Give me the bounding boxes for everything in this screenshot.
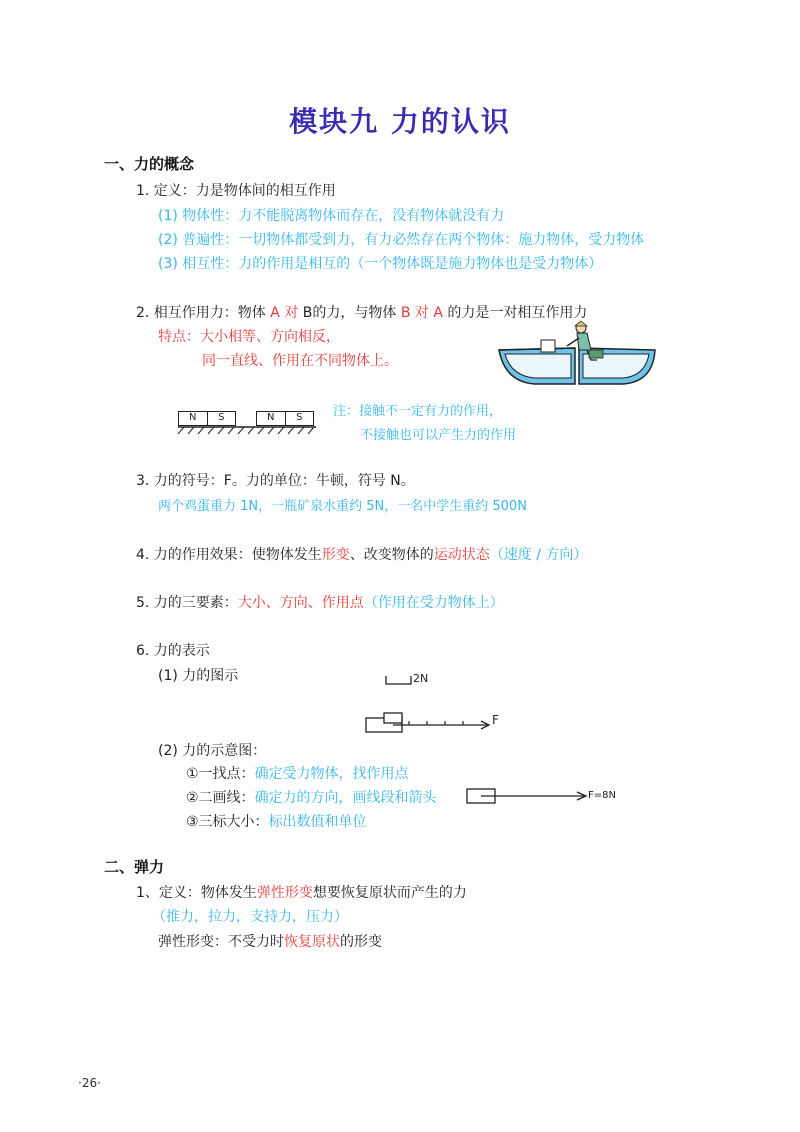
step-3: [186, 811, 367, 831]
scale-label: 2N: [413, 672, 429, 685]
page-number: ·26·: [78, 1076, 101, 1090]
force-diagram-scaled: [365, 712, 495, 734]
elastic-def-a: 1、定义：物体发生: [136, 885, 257, 901]
mutual-dui-2: 对: [414, 305, 429, 321]
note-line-2: 不接触也可以产生力的作用: [360, 428, 517, 443]
note-line-1: 注：接触不一定有力的作用，: [333, 404, 503, 419]
force-effect-line: [136, 544, 587, 564]
elastic-def-c: 想要恢复原状而产生的力: [312, 885, 467, 901]
mutual-text-c: 的力，与物体: [312, 305, 397, 321]
magnet-left-s-pole: S: [218, 412, 225, 423]
magnet-right: [256, 411, 314, 426]
elastic-text-c: 的形变: [340, 934, 382, 950]
elastic-definition: [136, 882, 467, 902]
property-universal: (2) 普遍性：一切物体都受到力，有力必然存在两个物体：施力物体，受力物体: [158, 232, 645, 248]
effect-text-a: 4. 力的作用效果：使物体发生: [136, 547, 322, 563]
mutual-object-b1: B: [302, 305, 313, 321]
scale-mark: [385, 674, 413, 686]
mutual-object-b2: B: [400, 305, 411, 321]
definition-line: 1. 定义：力是物体间的相互作用: [136, 183, 336, 199]
magnet-right-s-pole: S: [296, 412, 303, 423]
mutual-object-a1: A: [270, 305, 280, 321]
mutual-text-e: 的力是一对相互作用力: [447, 305, 588, 321]
effect-speed-direction: （速度 / 方向）: [489, 547, 588, 563]
step-2: [186, 787, 437, 807]
schematic-heading: (2) 力的示意图：: [158, 743, 267, 759]
mutual-dui-1: 对: [284, 305, 299, 321]
three-elements-note: （作用在受力物体上）: [363, 595, 504, 611]
step-1-label: ①一找点：: [186, 766, 255, 782]
section-heading-force-concept: 一、力的概念: [104, 155, 195, 173]
step-1: [186, 763, 409, 783]
effect-text-c: 、改变物体的: [349, 547, 434, 563]
step-2-label: ②二画线：: [186, 790, 255, 806]
effect-deformation: 形变: [321, 547, 350, 563]
magnet-left-n-pole: N: [179, 412, 208, 425]
elastic-deformation-def: [158, 931, 382, 951]
mutual-force-line: [136, 302, 587, 322]
schematic-force-arrow: [466, 788, 590, 804]
mutual-object-a2: A: [433, 305, 443, 321]
elastic-deformation-term: 弹性形变: [256, 885, 313, 901]
force-diagram-heading: (1) 力的图示: [158, 668, 239, 684]
mutual-text-a: 2. 相互作用力：物体: [136, 305, 266, 321]
step-2-detail: 确定力的方向，画线段和箭头: [254, 790, 437, 806]
elastic-text-a: 弹性形变：不受力时: [158, 934, 284, 950]
three-elements-line: [136, 592, 504, 612]
boats-illustration: [495, 320, 665, 392]
magnet-right-n-pole: N: [257, 412, 286, 425]
feature-line-2: 同一直线、作用在不同物体上。: [202, 353, 398, 369]
three-elements-list: 大小、方向、作用点: [237, 595, 364, 611]
force-label: F: [492, 713, 499, 727]
magnets-diagram: [178, 410, 318, 436]
three-text-a: 5. 力的三要素：: [136, 595, 238, 611]
page-title: 模块九 力的认识: [289, 105, 511, 138]
feature-line-1: 特点：大小相等、方向相反，: [158, 329, 340, 345]
force-representation-heading: 6. 力的表示: [136, 643, 210, 659]
property-mutual: (3) 相互性：力的作用是相互的（一个物体既是施力物体也是受力物体）: [158, 256, 603, 272]
step-3-label: ③三标大小：: [186, 814, 269, 830]
section-heading-elastic-force: 二、弹力: [104, 858, 165, 876]
elastic-restore: 恢复原状: [284, 934, 340, 950]
elastic-force-types: （推力，拉力，支持力，压力）: [152, 909, 348, 925]
force-symbol-line: 3. 力的符号：F。力的单位：牛顿，符号 N。: [136, 473, 415, 489]
property-material: (1) 物体性：力不能脱离物体而存在，没有物体就没有力: [158, 208, 505, 224]
step-1-detail: 确定受力物体，找作用点: [254, 766, 409, 782]
schematic-force-label: F=8N: [588, 790, 616, 801]
weight-examples: 两个鸡蛋重力 1N，一瓶矿泉水重约 5N，一名中学生重约 500N: [158, 499, 527, 514]
step-3-detail: 标出数值和单位: [268, 814, 367, 830]
magnet-left: [178, 411, 236, 426]
effect-motion-state: 运动状态: [433, 547, 490, 563]
